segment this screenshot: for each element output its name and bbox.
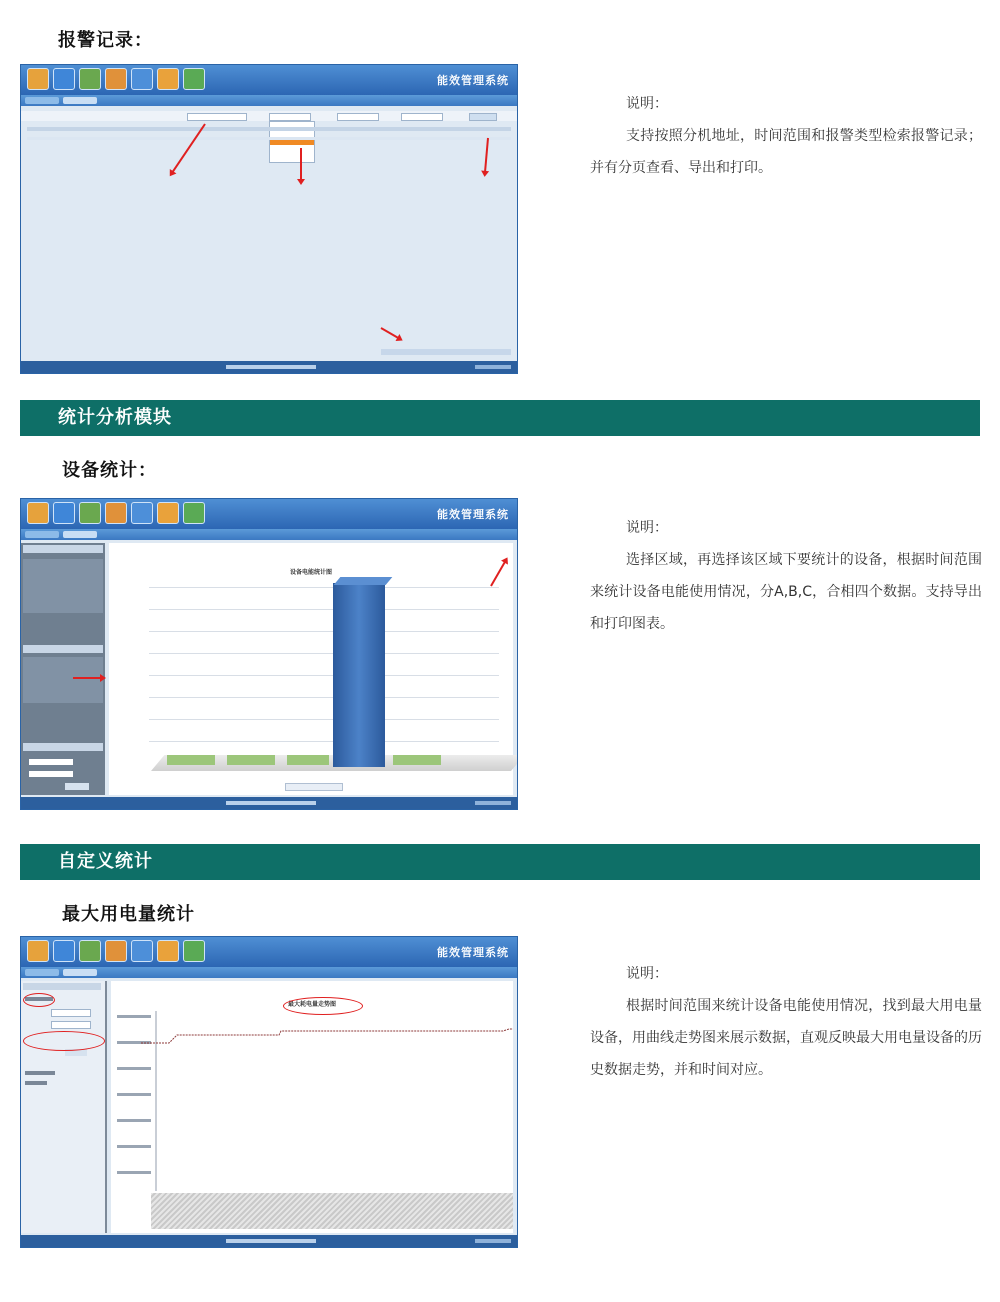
annotation-arrow xyxy=(300,148,302,182)
status-bar xyxy=(21,797,517,809)
max-usage-screenshot xyxy=(20,936,518,1248)
area-tree[interactable] xyxy=(23,559,103,613)
annotation-arrow xyxy=(484,138,489,174)
custom-stats-band: 自定义统计 xyxy=(20,844,980,880)
toolbar-icon[interactable] xyxy=(53,502,75,524)
start-date-input[interactable] xyxy=(337,113,379,121)
chart-panel xyxy=(111,981,513,1233)
toolbar-icon[interactable] xyxy=(79,502,101,524)
window-title: 能效管理系统 xyxy=(437,508,509,521)
window-titlebar xyxy=(21,65,517,95)
tab-bar xyxy=(21,95,517,106)
toolbar-icon[interactable] xyxy=(79,940,101,962)
toolbar-icon[interactable] xyxy=(53,940,75,962)
chart-title: 设备电能统计图 xyxy=(289,569,332,576)
stat-analysis-band: 统计分析模块 xyxy=(20,400,980,436)
device-stats-heading: 设备统计： xyxy=(62,460,157,481)
toolbar-icon[interactable] xyxy=(105,940,127,962)
tab[interactable] xyxy=(25,969,59,976)
tab-bar xyxy=(21,967,517,978)
pager[interactable] xyxy=(381,349,511,355)
toolbar-icon[interactable] xyxy=(131,68,153,90)
description-label: 说明： xyxy=(626,520,668,536)
window-title: 能效管理系统 xyxy=(437,74,509,87)
max-usage-heading: 最大用电量统计 xyxy=(62,904,195,925)
status-bar xyxy=(21,1235,517,1247)
window-titlebar xyxy=(21,937,517,967)
chart-legend xyxy=(285,783,343,791)
app-icon[interactable] xyxy=(27,940,49,962)
toolbar-icon[interactable] xyxy=(157,502,179,524)
table-row[interactable] xyxy=(27,137,511,140)
toolbar-icon[interactable] xyxy=(79,68,101,90)
left-panel xyxy=(21,981,107,1233)
tab[interactable] xyxy=(25,97,59,104)
toolbar-icon[interactable] xyxy=(105,68,127,90)
window-titlebar xyxy=(21,499,517,529)
device-stats-description xyxy=(590,512,982,640)
toolbar-icon[interactable] xyxy=(183,68,205,90)
annotation-arrow xyxy=(171,123,206,174)
annotation-arrow xyxy=(73,677,103,679)
description-label: 说明： xyxy=(626,96,668,112)
bar-top xyxy=(334,577,393,585)
end-date-input[interactable] xyxy=(401,113,443,121)
toolbar-icon[interactable] xyxy=(183,940,205,962)
annotation-arrow xyxy=(381,327,401,340)
status-bar xyxy=(21,361,517,373)
description-label: 说明： xyxy=(626,966,668,982)
tab-bar xyxy=(21,529,517,540)
end-date-input[interactable] xyxy=(29,771,73,777)
description-text: 选择区域，再选择该区域下要统计的设备，根据时间范围来统计设备电能使用情况，分A,B,C，合相四个数据。支持导出和打印图表。 xyxy=(590,552,982,632)
search-button[interactable] xyxy=(469,113,497,121)
description-text: 根据时间范围来统计设备电能使用情况，找到最大用电量设备，用曲线走势图来展示数据，直观反映最大用电量设备的历史数据走势，并和时间对应。 xyxy=(590,998,982,1078)
description-text: 支持按照分机地址，时间范围和报警类型检索报警记录；并有分页查看、导出和打印。 xyxy=(590,128,982,176)
toolbar-icon[interactable] xyxy=(53,68,75,90)
tab[interactable] xyxy=(25,531,59,538)
toolbar-icon[interactable] xyxy=(131,502,153,524)
query-button[interactable] xyxy=(65,783,89,790)
toolbar-icon[interactable] xyxy=(105,502,127,524)
alarm-records-screenshot xyxy=(20,64,518,374)
start-date-input[interactable] xyxy=(29,759,73,765)
app-icon[interactable] xyxy=(27,502,49,524)
bar xyxy=(287,755,329,765)
address-input[interactable] xyxy=(187,113,247,121)
bar xyxy=(393,755,441,765)
toolbar-icon[interactable] xyxy=(131,940,153,962)
table-header xyxy=(27,127,511,131)
alarm-type-select[interactable] xyxy=(269,113,311,121)
device-tree[interactable] xyxy=(23,657,103,703)
left-panel xyxy=(21,543,105,795)
bar xyxy=(333,583,385,767)
tab[interactable] xyxy=(63,97,97,104)
tab[interactable] xyxy=(63,969,97,976)
chart-panel xyxy=(109,543,513,795)
start-date-input[interactable] xyxy=(51,1009,91,1017)
annotation-circle xyxy=(23,1031,105,1051)
device-stats-screenshot xyxy=(20,498,518,810)
app-icon[interactable] xyxy=(27,68,49,90)
end-date-input[interactable] xyxy=(51,1021,91,1029)
chart-title: 最大耗电量走势图 xyxy=(287,1001,336,1008)
alarm-records-heading: 报警记录： xyxy=(58,30,153,51)
x-axis-labels xyxy=(151,1193,513,1229)
alarm-records-description xyxy=(590,88,982,184)
tab[interactable] xyxy=(63,531,97,538)
toolbar-icon[interactable] xyxy=(157,940,179,962)
toolbar-icon[interactable] xyxy=(183,502,205,524)
toolbar-icon[interactable] xyxy=(157,68,179,90)
max-usage-description xyxy=(590,958,982,1086)
annotation-circle xyxy=(23,993,55,1007)
annotation-circle xyxy=(283,997,363,1015)
window-title: 能效管理系统 xyxy=(437,946,509,959)
bar xyxy=(167,755,215,765)
bar xyxy=(227,755,275,765)
